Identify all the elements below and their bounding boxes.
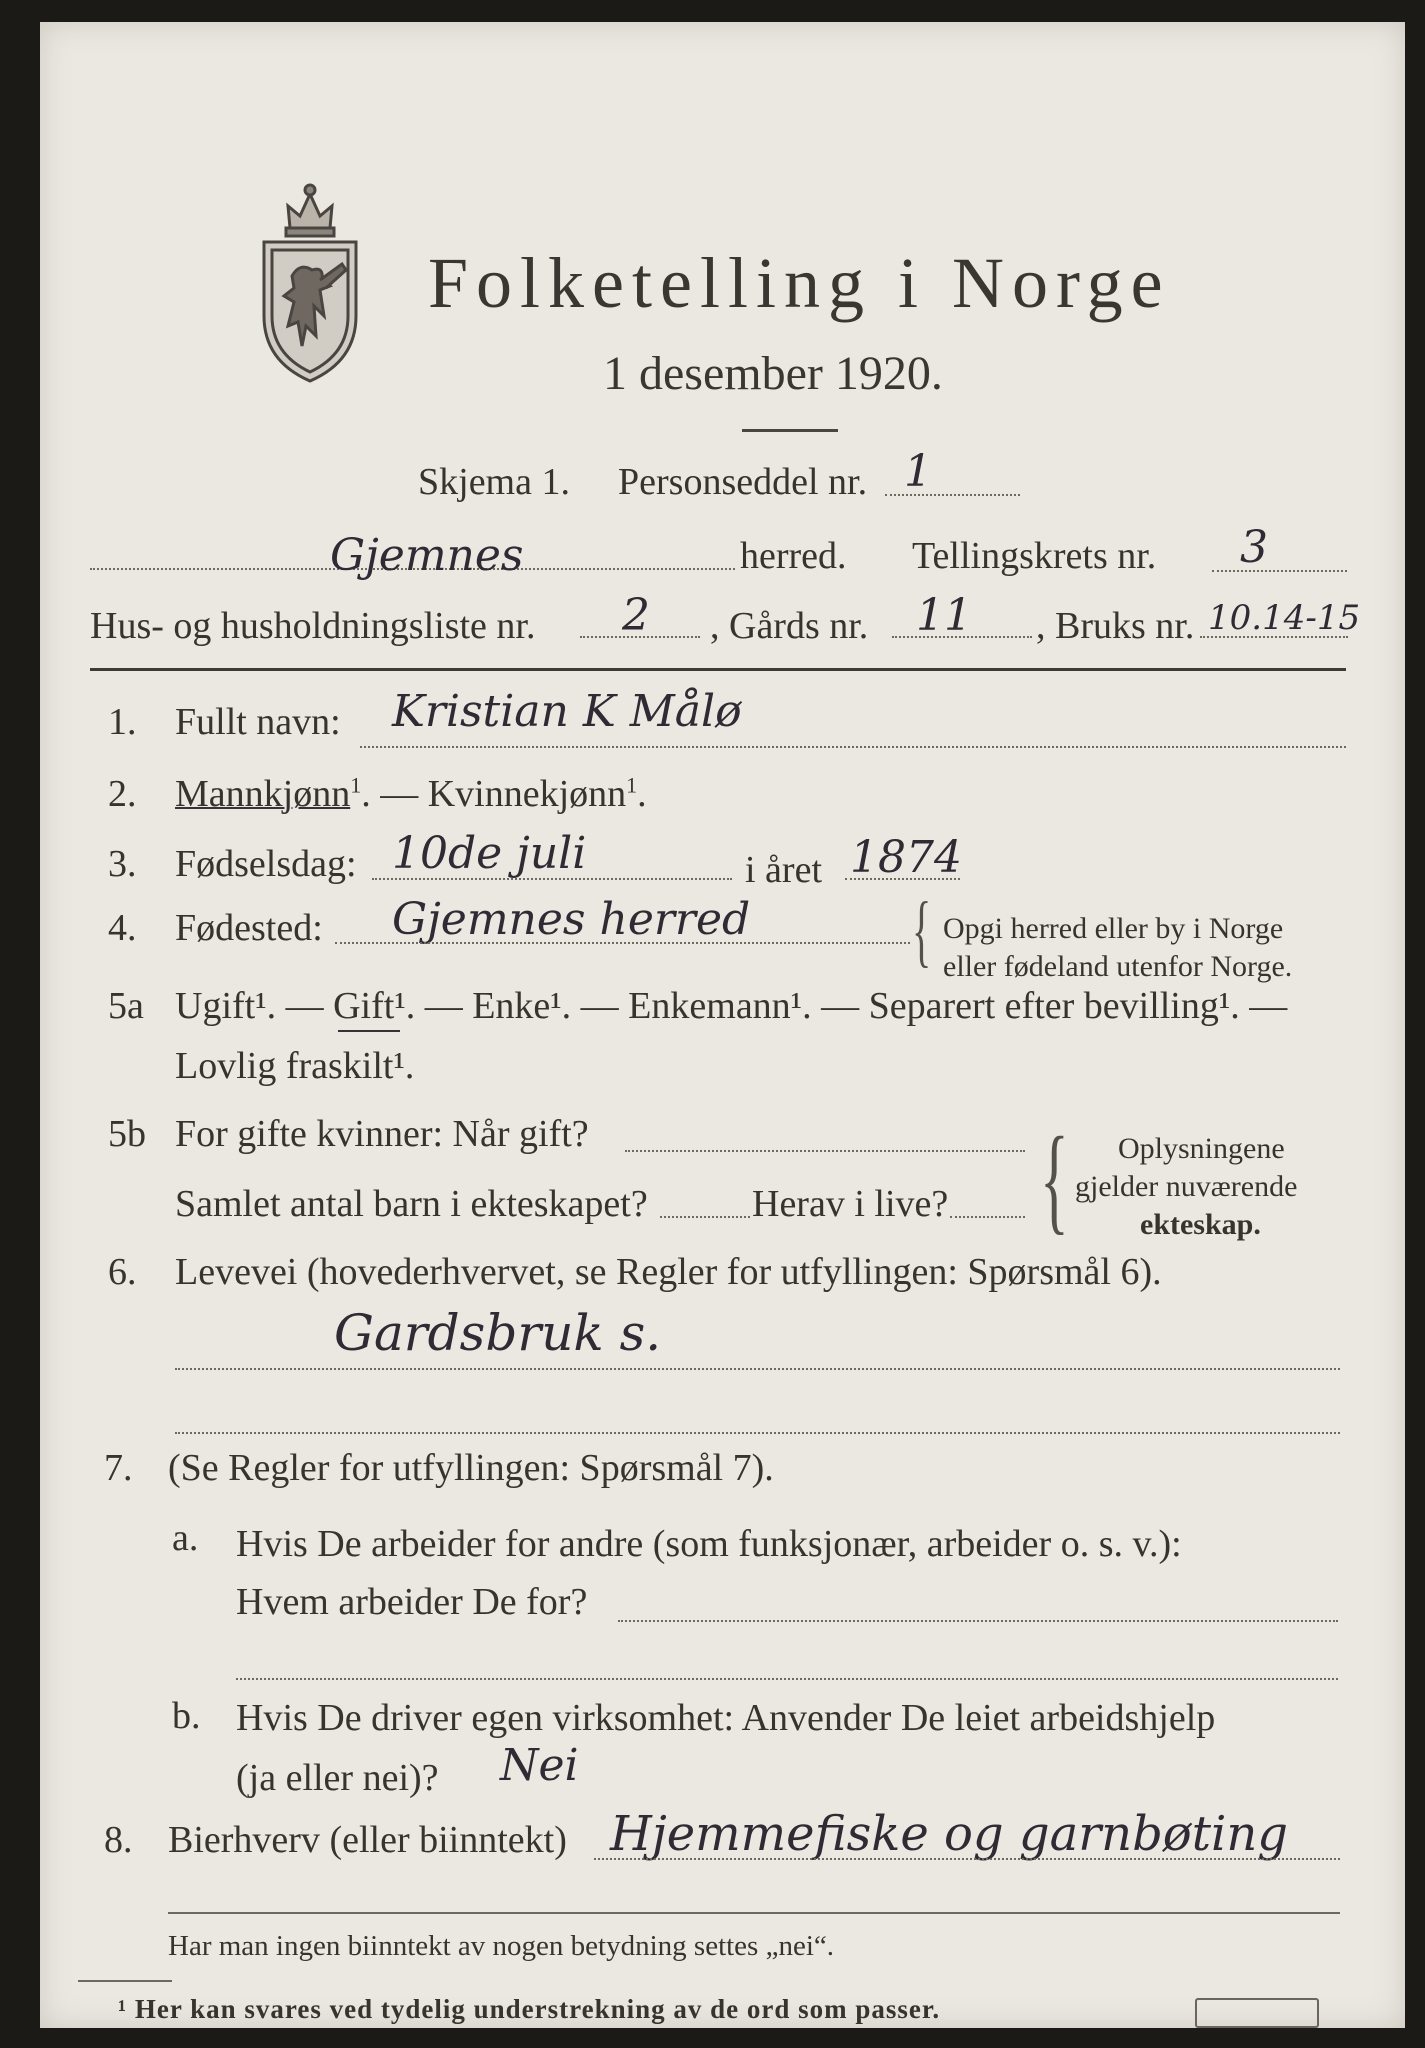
q1-line <box>360 746 1346 748</box>
q4-number: 4. <box>108 907 137 949</box>
q4-note-2: eller fødeland utenfor Norge. <box>943 950 1293 983</box>
footer-note: Har man ingen biinntekt av nogen betydning settes „nei“. <box>168 1930 835 1962</box>
q5b-brace: { <box>1040 1112 1069 1245</box>
gaards-label: , Gårds nr. <box>710 605 869 647</box>
herred-label: herred. <box>740 535 847 577</box>
q4-note-1: Opgi herred eller by i Norge <box>943 912 1284 945</box>
q5b-number: 5b <box>108 1113 146 1155</box>
q6-number: 6. <box>108 1251 137 1293</box>
marital-status-options[interactable]: Ugift¹. — Gift¹. — Enke¹. — Enkemann¹. — Separert efter bevilling¹. — <box>175 985 1288 1027</box>
q7a-line-2: Hvem arbeider De for? <box>236 1581 588 1623</box>
birth-date-value: 10de juli <box>392 828 587 879</box>
side-income-value: Hjemmefiske og garnbøting <box>610 1806 1288 1862</box>
printer-stamp <box>1195 1998 1319 2028</box>
birth-year-value: 1874 <box>850 832 962 883</box>
q8-separator <box>168 1912 1340 1914</box>
q3-year-label: i året <box>745 849 823 891</box>
q2-end: . <box>637 773 647 815</box>
q7b-line-2: (ja eller nei)? <box>236 1757 439 1799</box>
q5b-label-2: Samlet antal barn i ekteskapet? <box>175 1183 648 1225</box>
q3-year-line <box>845 878 960 880</box>
q3-line <box>372 878 732 880</box>
birthplace-value: Gjemnes herred <box>392 894 751 945</box>
q7b-number: b. <box>172 1695 201 1737</box>
q7a-line-1: Hvis De arbeider for andre (som funksjonær, arbeider o. s. v.): <box>236 1523 1182 1565</box>
q5b-line-1 <box>625 1150 1025 1152</box>
hus-label: Hus- og husholdningsliste nr. <box>90 605 536 647</box>
q1-number: 1. <box>108 701 137 743</box>
q8-line <box>594 1858 1340 1860</box>
q5b-note-1: Oplysningene <box>1118 1132 1285 1165</box>
option-kvinnekjonn[interactable]: Kvinnekjønn <box>427 773 627 815</box>
q8-label: Bierhverv (eller biinntekt) <box>168 1819 567 1861</box>
personseddel-nr: 1 <box>904 446 932 497</box>
gaards-line <box>892 636 1032 638</box>
option-mannkjonn[interactable]: Mannkjønn <box>175 773 351 815</box>
bruks-label: , Bruks nr. <box>1036 605 1195 647</box>
separator: . — <box>361 773 428 815</box>
q5b-note-3: ekteskap. <box>1140 1208 1261 1241</box>
skjema-label: Skjema 1. <box>418 461 570 503</box>
gift-underline <box>338 1030 400 1032</box>
census-date: 1 desember 1920. <box>603 347 943 400</box>
header-rule <box>90 668 1346 671</box>
q3-label: Fødselsdag: <box>175 843 357 885</box>
q6-label: Levevei (hovederhvervet, se Regler for utfyllingen: Spørsmål 6). <box>175 1251 1162 1293</box>
q5a-number: 5a <box>108 985 144 1027</box>
q2-options <box>175 772 647 816</box>
q6-line-2 <box>175 1432 1340 1434</box>
q4-brace: { <box>912 887 932 975</box>
q3-number: 3. <box>108 843 137 885</box>
title-divider <box>742 429 838 432</box>
occupation-value: Gardsbruk s. <box>334 1304 662 1362</box>
q8-number: 8. <box>104 1819 133 1861</box>
gaards-nr: 11 <box>916 590 972 641</box>
personseddel-line <box>885 494 1020 496</box>
q5b-note-2: gjelder nuværende <box>1075 1170 1298 1203</box>
page-title: Folketelling i Norge <box>428 243 1171 323</box>
footnote-mark: 1 <box>626 772 638 798</box>
q6-line-1 <box>175 1368 1340 1370</box>
q4-label: Fødested: <box>175 907 323 949</box>
q2-number: 2. <box>108 773 137 815</box>
full-name-value: Kristian K Målø <box>392 686 742 737</box>
personseddel-label: Personseddel nr. <box>618 461 868 503</box>
q7b-line-1: Hvis De driver egen virksomhet: Anvender De leiet arbeidshjelp <box>236 1697 1216 1739</box>
q5b-line-3 <box>950 1216 1025 1218</box>
footnote-mark: 1 <box>350 772 362 798</box>
q5b-label-1: For gifte kvinner: Når gift? <box>175 1113 589 1155</box>
footnote-rule <box>78 1980 172 1982</box>
q5b-label-3: Herav i live? <box>752 1183 949 1225</box>
marital-status-options-2[interactable]: Lovlig fraskilt¹. <box>175 1045 415 1087</box>
q7-label: (Se Regler for utfyllingen: Spørsmål 7). <box>168 1447 774 1489</box>
tellingskrets-label: Tellingskrets nr. <box>912 535 1157 577</box>
q7a-line-2-field <box>236 1678 1338 1680</box>
q5b-line-2 <box>660 1216 750 1218</box>
q7-number: 7. <box>104 1447 133 1489</box>
hired-help-value: Nei <box>500 1740 579 1791</box>
q1-label: Fullt navn: <box>175 701 341 743</box>
coat-of-arms-icon <box>250 176 370 386</box>
hus-line <box>580 636 700 638</box>
bruks-nr: 10.14-15 <box>1208 598 1361 638</box>
tellingskrets-nr: 3 <box>1240 522 1268 573</box>
tellingskrets-line <box>1212 570 1347 572</box>
hus-nr: 2 <box>622 590 650 641</box>
herred-value: Gjemnes <box>330 530 524 581</box>
bruks-line <box>1200 636 1348 638</box>
q7a-number: a. <box>172 1517 199 1559</box>
q4-line <box>335 942 910 944</box>
footnote: ¹ Her kan svares ved tydelig understrekning av de ord som passer. <box>118 1994 941 2024</box>
q7a-line-1-field <box>618 1620 1338 1622</box>
